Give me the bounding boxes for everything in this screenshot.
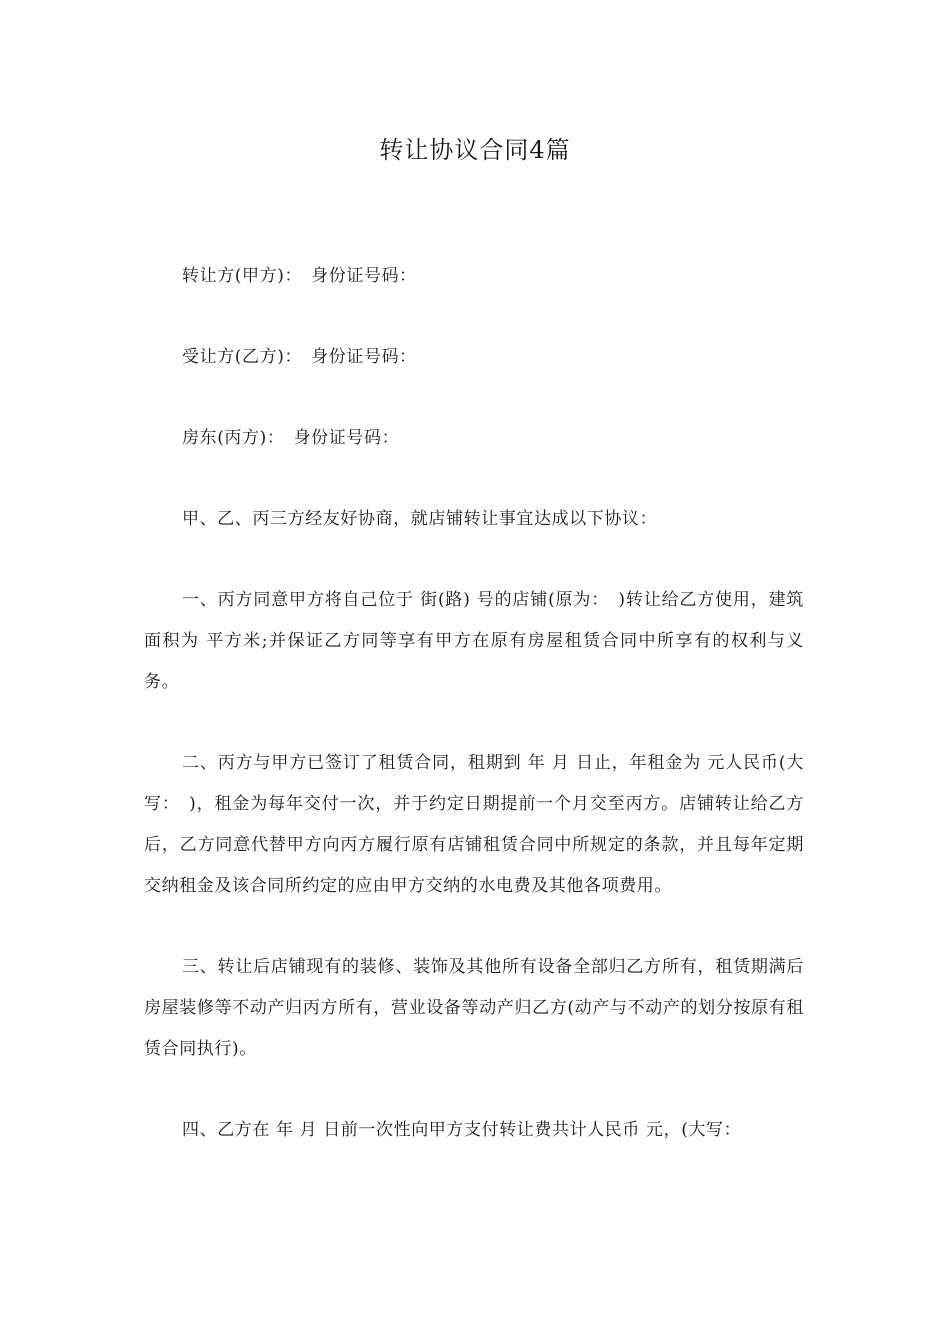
- clause-2: 二、丙方与甲方已签订了租赁合同，租期到 年 月 日止，年租金为 元人民币(大写： )，租金为每年交付一次，并于约定日期提前一个月交至丙方。店铺转让给乙方后，乙方同意代替甲方向丙方履行原有店铺租赁合同中所规定的条款，并且每年定期交纳租金及该合同所约定的应由甲方交纳的水电费及其他各项费用。: [144, 753, 804, 896]
- party-c-line: 房东(丙方)： 身份证号码：: [182, 428, 400, 448]
- clause-1: 一、丙方同意甲方将自己位于 街(路) 号的店铺(原为： )转让给乙方使用，建筑面积为 平方米;并保证乙方同等享有甲方在原有房屋租赁合同中所享有的权利与义务。: [144, 590, 804, 692]
- clause-3: 三、转让后店铺现有的装修、装饰及其他所有设备全部归乙方所有，租赁期满后房屋装修等不动产归丙方所有，营业设备等动产归乙方(动产与不动产的划分按原有租赁合同执行)。: [144, 957, 804, 1059]
- party-a-line: 转让方(甲方)： 身份证号码：: [182, 266, 417, 286]
- agreement-intro: 甲、乙、丙三方经友好协商，就店铺转让事宜达成以下协议：: [182, 509, 658, 529]
- party-b-line: 受让方(乙方)： 身份证号码：: [182, 347, 417, 367]
- clause-4: 四、乙方在 年 月 日前一次性向甲方支付转让费共计人民币 元，(大写：: [182, 1120, 742, 1140]
- document-body: [144, 256, 804, 1151]
- document-title: 转让协议合同4篇: [379, 136, 571, 164]
